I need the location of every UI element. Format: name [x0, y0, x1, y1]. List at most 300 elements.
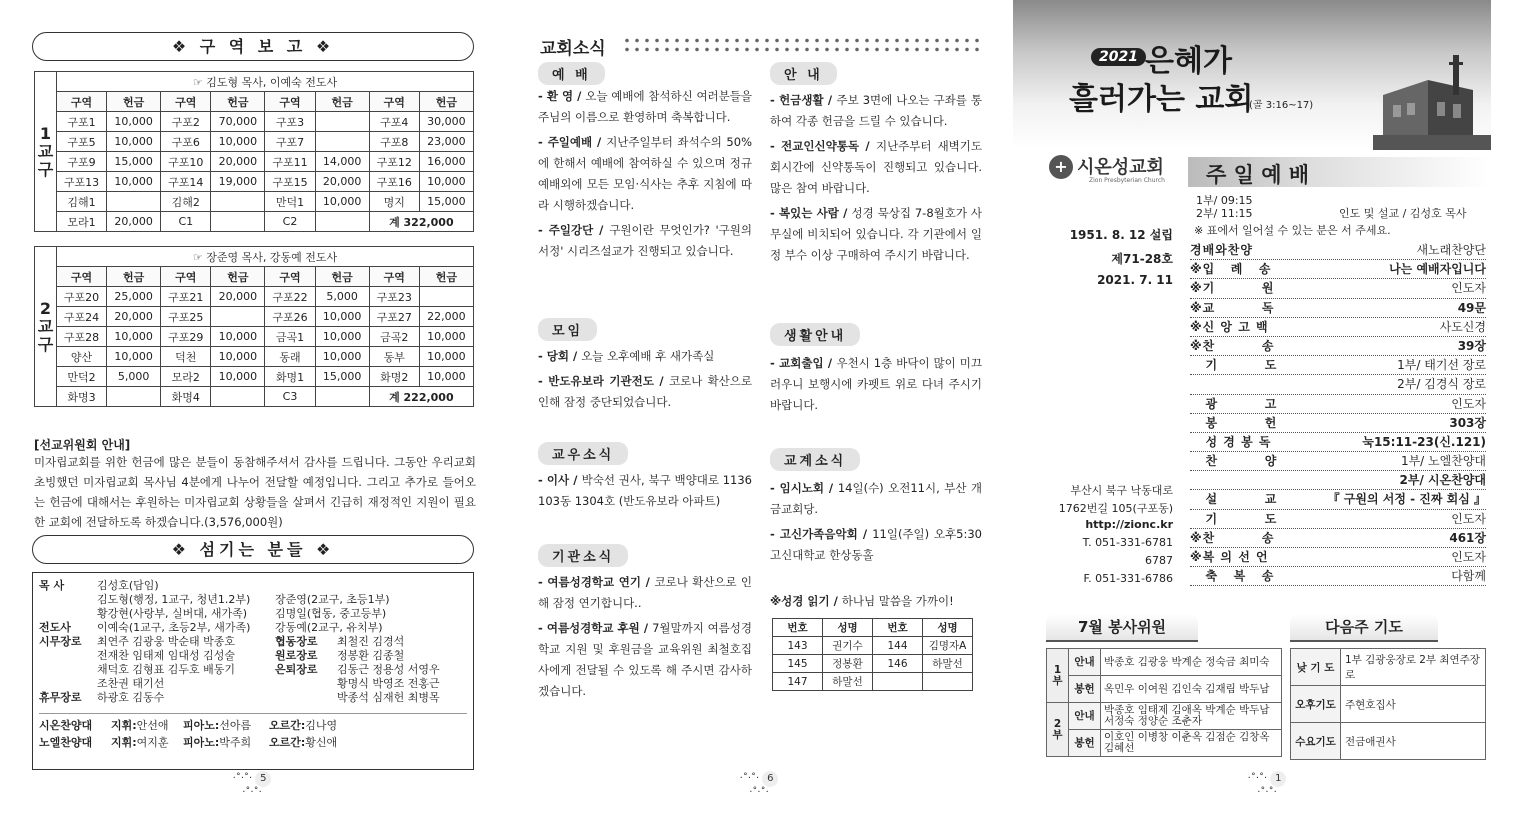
- worship-order-value: 인도자: [1451, 396, 1486, 411]
- worship-order-label: 기 도: [1190, 358, 1278, 373]
- choir-role: 오르간:: [269, 719, 306, 732]
- volunteer-names: 박종호 임태제 김애옥 박계순 박두남 서정숙 정양순 조춘자: [1101, 703, 1282, 730]
- choir-person: 박주희: [219, 736, 252, 749]
- choir-role: 지휘:: [111, 719, 137, 732]
- table-cell: 모라2: [161, 367, 211, 387]
- table-cell: 구포26: [265, 307, 315, 327]
- table-cell: 구포22: [265, 287, 315, 307]
- worship-order-row: [1190, 279, 1486, 298]
- staff-row: [39, 621, 467, 635]
- table-cell: 10,000: [315, 327, 369, 347]
- news-item-text: 코로나 확산으로 인해 잠정 연기합니다..: [538, 575, 752, 610]
- notice-items: [770, 90, 982, 270]
- table-row: [1291, 723, 1486, 760]
- prayer-table: [1290, 648, 1486, 760]
- table-cell: 10,000: [419, 327, 473, 347]
- staff-role: [39, 677, 97, 691]
- prayer-person: 주현호집사: [1341, 686, 1486, 723]
- table-row: [35, 132, 474, 152]
- worship-order-row: [1190, 567, 1486, 586]
- district-label-char: 2: [39, 298, 52, 318]
- worship-order-value: 1부/ 노엘찬양대: [1400, 454, 1486, 469]
- news-item: [538, 220, 752, 262]
- phone-2: 6787: [1145, 554, 1173, 567]
- column-header: 구역: [57, 92, 107, 112]
- worship-order-row: [1190, 241, 1486, 260]
- staff-role: 휴무장로: [39, 691, 82, 704]
- volunteer-table: [1046, 648, 1282, 757]
- table-cell: 25,000: [107, 287, 161, 307]
- volunteer-role: 봉헌: [1069, 676, 1101, 703]
- news-item-text: 지난주부터 새벽기도회시간에 신약통독이 진행되고 있습니다. 많은 참여 바랍니다.: [770, 139, 983, 195]
- news-item-text: 성경 묵상집 7-8월호가 사무실에 비치되어 있습니다. 각 기관에서 일정 부수 이상 구매하여 주시기 바랍니다.: [770, 206, 982, 262]
- table-cell: 10,000: [315, 347, 369, 367]
- bible-header: 성명: [823, 619, 873, 637]
- table-cell: 구포9: [57, 152, 107, 172]
- table-row: [35, 172, 474, 192]
- worship-order-label: 봉 헌: [1190, 415, 1278, 430]
- table-cell: 15,000: [315, 367, 369, 387]
- bible-header: 성명: [923, 619, 973, 637]
- news-item-key: - 교회출입 /: [770, 356, 837, 370]
- worship-order-row: [1190, 490, 1486, 509]
- choir-name: 노엘찬양대: [39, 736, 93, 749]
- staff-row: [39, 635, 467, 649]
- district-total: 계 222,000: [369, 387, 473, 407]
- table-cell: 10,000: [211, 347, 265, 367]
- staff-role: 시무장로: [39, 635, 82, 648]
- district-label: [35, 247, 57, 407]
- middle-page: [530, 0, 1000, 832]
- table-cell: C3: [265, 387, 315, 407]
- table-cell: 김해1: [57, 192, 107, 212]
- district-report-title: ❖ 구 역 보 고 ❖: [32, 32, 474, 61]
- table-cell: 구포14: [161, 172, 211, 192]
- church-logo-icon: +: [1049, 155, 1073, 179]
- staff-box: [32, 572, 474, 770]
- worship-order-label: 경배와찬양: [1190, 243, 1253, 257]
- meeting-items: [538, 346, 752, 417]
- staff-names-2: 강동예(2교구, 유치부): [275, 621, 383, 634]
- service-time-2: 2부/ 11:15: [1196, 207, 1253, 220]
- table-cell: 19,000: [211, 172, 265, 192]
- choir-role: 지휘:: [111, 736, 137, 749]
- table-cell: [873, 673, 923, 691]
- table-row: [773, 655, 973, 673]
- news-item: [770, 478, 982, 520]
- motto-line1: 은혜가: [1145, 44, 1232, 79]
- worship-order-value: 『 구원의 서정 - 진짜 회심 』: [1327, 492, 1486, 507]
- table-cell: [419, 287, 473, 307]
- news-item-text: 14일(수) 오전11시, 부산 개금교회당.: [770, 481, 982, 516]
- staff-names: 조찬권 태기선: [97, 677, 165, 690]
- staff-names-2: 최철진 김경석: [337, 635, 405, 648]
- worship-order-row: [1190, 510, 1486, 529]
- worship-order-row: [1190, 452, 1486, 471]
- table-cell: 양산: [57, 347, 107, 367]
- worship-order-value: 인도자: [1451, 550, 1486, 564]
- worship-order-value: 사도신경: [1439, 319, 1486, 334]
- table-cell: 16,000: [419, 152, 473, 172]
- staff-role: [39, 593, 97, 607]
- column-header: 구역: [369, 92, 419, 112]
- staff-row: [39, 593, 467, 607]
- table-row: [35, 212, 474, 232]
- news-item-key: - 임시노회 /: [770, 481, 838, 495]
- staff-names: 김도형(행정, 1교구, 청년1.2부): [97, 593, 251, 606]
- table-cell: 구포20: [57, 287, 107, 307]
- district-label: [35, 72, 57, 232]
- staff-names-2: 김명일(협동, 중고등부): [275, 607, 387, 620]
- church-logo: [1049, 153, 1189, 187]
- page-number: ·˚·˚· 1 ·˚·˚·: [1237, 771, 1297, 798]
- news-item-key: - 반도유보라 기관전도 /: [538, 374, 670, 388]
- choir-person: 선아름: [219, 719, 252, 732]
- staff-role-2: 은퇴장로: [275, 663, 318, 676]
- table-cell: 구포21: [161, 287, 211, 307]
- staff-row: [39, 649, 467, 663]
- table-cell: C2: [265, 212, 315, 232]
- choir-member: [111, 734, 183, 751]
- news-item-key: - 당회 /: [538, 349, 582, 363]
- worship-order-label: 성 경 봉 독: [1190, 434, 1272, 449]
- table-cell: 화명3: [57, 387, 107, 407]
- table-cell: 5,000: [315, 287, 369, 307]
- motto-verse: (골 3:16~17): [1249, 100, 1314, 111]
- table-cell: 145: [773, 655, 823, 673]
- address-1: 부산시 북구 낙동대로: [1070, 484, 1173, 497]
- worship-order-row: [1190, 260, 1486, 279]
- table-cell: 10,000: [107, 327, 161, 347]
- table-cell: 구포10: [161, 152, 211, 172]
- news-item: [538, 572, 752, 614]
- table-cell: 구포16: [369, 172, 419, 192]
- news-item: [538, 371, 752, 413]
- choir-name: 시온찬양대: [39, 719, 93, 732]
- worship-order-value: 나는 예배자입니다: [1389, 262, 1486, 277]
- page-number: ·˚·˚· 6 ·˚·˚·: [729, 771, 789, 798]
- column-header: 헌금: [315, 92, 369, 112]
- staff-role: [39, 649, 97, 663]
- table-cell: 20,000: [107, 212, 161, 232]
- column-header: 헌금: [107, 92, 161, 112]
- table-cell: 15,000: [419, 192, 473, 212]
- district-pastors: ☞ 김도형 목사, 이예숙 전도사: [57, 72, 474, 92]
- founded: 1951. 8. 12 설립: [1069, 228, 1173, 242]
- prayer-slot: 수요기도: [1291, 723, 1341, 760]
- worship-title-bar: [1188, 157, 1488, 187]
- worship-order-row: [1190, 375, 1486, 394]
- table-cell: 권기수: [823, 637, 873, 655]
- news-item: [538, 86, 752, 128]
- worship-order-label: 찬 양: [1190, 454, 1278, 469]
- news-item-key: - 고신가족음악회 /: [770, 527, 873, 541]
- staff-role-2: [275, 677, 337, 691]
- column-header: 구역: [265, 267, 315, 287]
- worship-order-value: 2부/ 시온찬양대: [1399, 473, 1486, 488]
- church-world-items: [770, 478, 982, 570]
- news-item: [770, 203, 982, 266]
- news-item-key: - 이사 /: [538, 473, 582, 487]
- table-cell: 구포12: [369, 152, 419, 172]
- district-label-char: 교: [37, 316, 54, 336]
- church-building-image: [1373, 40, 1491, 150]
- worship-order-label: 광 고: [1190, 396, 1278, 411]
- news-item: [538, 346, 752, 367]
- table-cell: 10,000: [107, 132, 161, 152]
- table-cell: 10,000: [419, 347, 473, 367]
- year-badge: 2021: [1091, 48, 1146, 66]
- table-cell: 147: [773, 673, 823, 691]
- worship-order-value: 새노래찬양단: [1416, 243, 1486, 257]
- news-item-text: 구원이란 무엇인가? '구원의 서정' 시리즈설교가 진행되고 있습니다.: [538, 223, 753, 258]
- church-name-en: Zion Presbyterian Church: [1089, 177, 1165, 184]
- table-row: [35, 112, 474, 132]
- table-cell: 구포8: [369, 132, 419, 152]
- choir-person: 황신애: [305, 736, 338, 749]
- volunteer-names: 이호인 이병창 이춘옥 김점순 김창옥 김혜선: [1101, 730, 1282, 757]
- worship-order-value: 39장: [1457, 338, 1486, 353]
- table-cell: 구포23: [369, 287, 419, 307]
- section-notice: 안 내: [770, 62, 837, 85]
- website-link[interactable]: http://zionc.kr: [1085, 518, 1173, 531]
- section-life: 생활안내: [770, 323, 860, 346]
- table-cell: 화명1: [265, 367, 315, 387]
- staff-names-2: 황명식 박영조 전홍근: [337, 677, 440, 690]
- worship-order-row: [1190, 299, 1486, 318]
- table-row: [35, 367, 474, 387]
- worship-order-row: [1190, 414, 1486, 433]
- column-header: 구역: [161, 92, 211, 112]
- worship-title: 주 일 예 배: [1206, 163, 1310, 187]
- worship-order-row: [1190, 395, 1486, 414]
- table-row: [1047, 730, 1282, 757]
- table-cell: 10,000: [211, 327, 265, 347]
- volunteer-part: 2부: [1047, 703, 1069, 757]
- staff-row: [39, 677, 467, 691]
- bible-header: 번호: [873, 619, 923, 637]
- choir-member: [269, 734, 349, 751]
- district-label-char: 구: [37, 334, 54, 354]
- news-item: [538, 132, 752, 216]
- table-cell: 하말선: [923, 655, 973, 673]
- table-cell: 구포1: [57, 112, 107, 132]
- table-cell: [211, 387, 265, 407]
- worship-order-value: 인도자: [1451, 281, 1486, 296]
- table-cell: 구포24: [57, 307, 107, 327]
- worship-order-row: [1190, 548, 1486, 567]
- table-cell: 금곡2: [369, 327, 419, 347]
- volunteer-title: 7월 봉사위원: [1046, 614, 1198, 642]
- table-cell: 20,000: [315, 172, 369, 192]
- news-item-text: 오늘 오후예배 후 새가족실: [581, 349, 715, 363]
- district-pastors: ☞ 장준영 목사, 강동예 전도사: [57, 247, 474, 267]
- table-cell: [211, 212, 265, 232]
- table-cell: 김명자A: [923, 637, 973, 655]
- table-row: [773, 637, 973, 655]
- section-church-world: 교계소식: [770, 448, 860, 471]
- staff-row: [39, 607, 467, 621]
- table-cell: 10,000: [315, 307, 369, 327]
- worship-order-value: 49문: [1457, 300, 1486, 315]
- staff-names: 이예숙(1교구, 초등2부, 새가족): [97, 621, 251, 634]
- table-cell: 14,000: [315, 152, 369, 172]
- news-item-key: - 주일예배 /: [538, 135, 607, 149]
- news-item-key: - 복있는 사람 /: [770, 206, 852, 220]
- page-number: ·˚·˚· 5 ·˚·˚·: [222, 771, 282, 798]
- choir-person: 안선애: [136, 719, 169, 732]
- worship-order-value: 461장: [1449, 530, 1486, 545]
- news-item-key: - 주일강단 /: [538, 223, 610, 237]
- table-cell: 모라1: [57, 212, 107, 232]
- news-item: [770, 136, 982, 199]
- worship-order-value: 303장: [1449, 415, 1486, 430]
- table-cell: 하말선: [823, 673, 873, 691]
- table-cell: 22,000: [419, 307, 473, 327]
- choir-member: [269, 717, 349, 734]
- column-header: 구역: [161, 267, 211, 287]
- table-row: [773, 673, 973, 691]
- worship-order-label: ※입 례 송: [1190, 262, 1272, 277]
- bible-reading-title: ※성경 읽기 / 하나님 말씀을 가까이!: [770, 594, 954, 608]
- choir-person: 여지훈: [136, 736, 169, 749]
- table-cell: 만덕2: [57, 367, 107, 387]
- volunteer-role: 봉헌: [1069, 730, 1101, 757]
- district1-table: [34, 71, 474, 232]
- choir-person: 김나영: [305, 719, 338, 732]
- table-cell: 구포4: [369, 112, 419, 132]
- mission-text: 미자립교회를 위한 헌금에 많은 분들이 동참해주셔서 감사를 드립니다. 그동안 우리교회 초빙했던 미자립교회 목사님 4분에게 나누어 전달할 예정입니다. 그리고 추가로 들어오는 헌금에 대해서는 후원하는 미자립교회 상황들을 살펴서 긴급히 재정적인 지원이 필요한 교회에 전달하도록 하겠습니다.(3,576,000원): [34, 455, 476, 529]
- worship-order-label: ※복 의 선 언: [1190, 550, 1269, 564]
- district-label-char: 구: [37, 159, 54, 179]
- news-item-text: 11일(주일) 오후5:30 고신대학교 한상동홀: [770, 527, 983, 562]
- staff-names: 김성호(담임): [97, 579, 159, 592]
- title-dots: [622, 36, 982, 54]
- worship-order-label: ※찬 송: [1190, 338, 1275, 353]
- worship-order-value: 인도자: [1451, 511, 1486, 526]
- table-cell: 70,000: [211, 112, 265, 132]
- choir-member: [111, 717, 183, 734]
- table-row: [1047, 676, 1282, 703]
- table-cell: 10,000: [419, 367, 473, 387]
- table-cell: [107, 192, 161, 212]
- table-row: [35, 327, 474, 347]
- staff-names-2: 장준영(2교구, 초등1부): [275, 593, 390, 606]
- staff-names: 하광호 김동수: [97, 691, 165, 704]
- news-item-text: 박숙선 권사, 북구 백양대로 1136 103동 1304호 (반도유보라 아파트): [538, 473, 752, 508]
- table-cell: 5,000: [107, 367, 161, 387]
- worship-order-row: [1190, 471, 1486, 490]
- volunteer-names: 옥민우 이여원 김인숙 김재림 박두남: [1101, 676, 1282, 703]
- worship-items: [538, 86, 752, 266]
- table-cell: [211, 192, 265, 212]
- table-cell: 30,000: [419, 112, 473, 132]
- column-header: 헌금: [419, 267, 473, 287]
- column-header: 구역: [57, 267, 107, 287]
- column-header: 구역: [265, 92, 315, 112]
- choir-row: [39, 717, 467, 734]
- table-cell: [107, 387, 161, 407]
- news-item-text: 오늘 예배에 참석하신 여러분들을 주님의 이름으로 환영하며 축복합니다.: [538, 89, 752, 124]
- table-row: [1047, 703, 1282, 730]
- worship-order-value: 1부/ 태기선 장로: [1397, 358, 1486, 373]
- prayer-title: 다음주 기도: [1290, 614, 1438, 642]
- volunteer-part: 1부: [1047, 649, 1069, 703]
- column-header: 헌금: [211, 92, 265, 112]
- left-page: [0, 0, 500, 832]
- table-cell: [315, 132, 369, 152]
- worship-order-row: [1190, 433, 1486, 452]
- table-cell: 구포29: [161, 327, 211, 347]
- table-cell: 김해2: [161, 192, 211, 212]
- table-row: [1291, 686, 1486, 723]
- table-cell: [315, 112, 369, 132]
- worship-order-value: 다함께: [1451, 569, 1486, 584]
- table-cell: C1: [161, 212, 211, 232]
- news-item-text: 주보 3면에 나오는 구좌를 통하여 각종 헌금을 드릴 수 있습니다.: [770, 93, 982, 128]
- news-item-text: 코로나 확산으로 인해 잠정 중단되었습니다.: [538, 374, 753, 409]
- table-cell: 화명2: [369, 367, 419, 387]
- table-row: [1291, 649, 1486, 686]
- news-item: [770, 90, 982, 132]
- table-cell: 10,000: [107, 112, 161, 132]
- section-org-news: 기관소식: [538, 544, 628, 567]
- column-header: 헌금: [107, 267, 161, 287]
- staff-row: [39, 691, 467, 705]
- section-worship: 예 배: [538, 62, 605, 85]
- table-cell: 146: [873, 655, 923, 673]
- worship-order-label: ※신 앙 고 백: [1190, 319, 1269, 334]
- phone-1: T. 051-331-6781: [1082, 536, 1173, 549]
- issue-date: 2021. 7. 11: [1097, 273, 1173, 287]
- table-cell: 구포13: [57, 172, 107, 192]
- staff-role-2: 원로장로: [275, 649, 318, 662]
- worship-order-label: ※찬 송: [1190, 530, 1275, 545]
- worship-order-label: ※기 원: [1190, 281, 1275, 296]
- table-cell: 10,000: [315, 192, 369, 212]
- news-item-text: 우천시 1층 바닥이 많이 미끄러우니 보행시에 카펫트 위로 다녀 주시기 바랍니다.: [770, 356, 982, 412]
- staff-names: 전재찬 임태제 임대성 김성술: [97, 649, 236, 662]
- staff-names-2: 박종석 심재헌 최병목: [337, 691, 440, 704]
- news-item: [538, 470, 752, 512]
- volunteer-role: 안내: [1069, 703, 1101, 730]
- column-header: 헌금: [211, 267, 265, 287]
- section-member-news: 교우소식: [538, 442, 628, 465]
- table-cell: 구포15: [265, 172, 315, 192]
- service-leader: 인도 및 설교 / 김성호 목사: [1339, 207, 1467, 220]
- table-cell: 정봉환: [823, 655, 873, 673]
- table-row: [35, 152, 474, 172]
- motto-line2: 흘러가는 교회: [1069, 82, 1254, 117]
- table-cell: 화명4: [161, 387, 211, 407]
- volunteer-names: 박종호 김광웅 박계순 정숙금 최미숙: [1101, 649, 1282, 676]
- choir-member: [183, 717, 269, 734]
- table-row: [35, 347, 474, 367]
- table-cell: 143: [773, 637, 823, 655]
- member-items: [538, 470, 752, 516]
- table-row: [1047, 649, 1282, 676]
- worship-order-label: 설 교: [1190, 492, 1278, 507]
- worship-order-row: [1190, 356, 1486, 375]
- news-item: [770, 524, 982, 566]
- choir-row: [39, 734, 467, 751]
- table-cell: 구포3: [265, 112, 315, 132]
- table-cell: 구포2: [161, 112, 211, 132]
- staff-role-2: 협동장로: [275, 635, 318, 648]
- staff-role: [39, 607, 97, 621]
- table-cell: 만덕1: [265, 192, 315, 212]
- table-cell: 10,000: [107, 172, 161, 192]
